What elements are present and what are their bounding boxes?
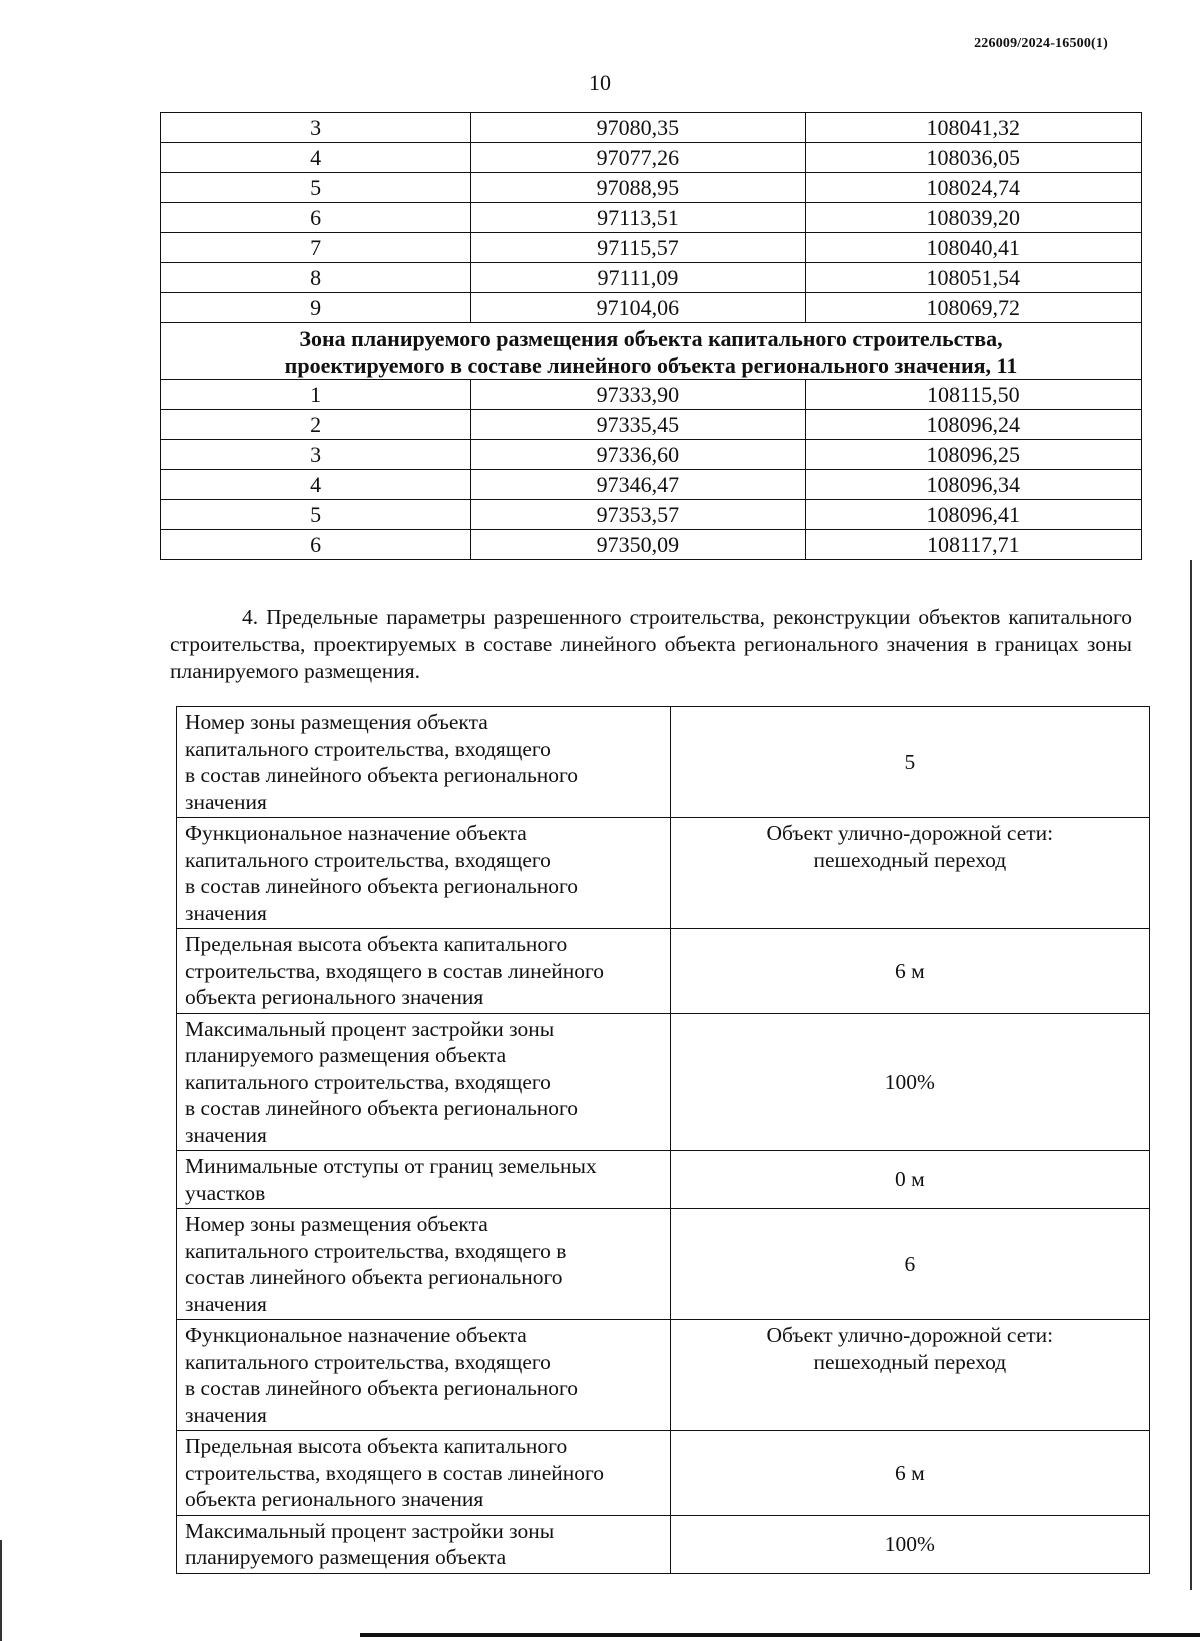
parameter-label-line: объекта регионального значения <box>185 985 484 1009</box>
parameter-label-line: планируемого размещения объекта <box>185 1545 507 1569</box>
x-coordinate-cell: 97335,45 <box>471 410 805 440</box>
x-coordinate-cell: 97111,09 <box>471 263 805 293</box>
x-coordinate-cell: 97104,06 <box>471 293 805 323</box>
parameter-value-line: Объект улично-дорожной сети: <box>766 821 1054 845</box>
parameter-row <box>177 1431 1150 1516</box>
page-number: 10 <box>589 70 611 95</box>
coordinate-row <box>161 143 1142 173</box>
x-coordinate-cell: 97346,47 <box>471 470 805 500</box>
parameter-label-cell <box>177 1013 671 1151</box>
point-number-cell: 6 <box>161 530 471 560</box>
point-number-cell: 2 <box>161 410 471 440</box>
coordinates-rows-top <box>161 113 1142 323</box>
parameter-label-line: планируемого размещения объекта <box>185 1043 507 1067</box>
parameter-label-cell <box>177 1209 671 1320</box>
section-4-paragraph <box>170 604 1132 685</box>
x-coordinate-cell: 97113,51 <box>471 203 805 233</box>
coordinate-row <box>161 293 1142 323</box>
zone-title-section <box>161 323 1142 380</box>
paragraph-text: 4. Предельные параметры разрешенного строительства, реконструкции объектов капитального строительства, проектируемых в составе линейного объекта регионального значения в границах зоны планируемого размещения. <box>170 605 1132 683</box>
parameter-label-line: Максимальный процент застройки зоны <box>185 1518 555 1543</box>
point-number-cell: 3 <box>161 440 471 470</box>
document-registration-number: 226009/2024-16500(1) <box>974 36 1108 51</box>
parameter-label-cell <box>177 1320 671 1431</box>
coordinate-row <box>161 530 1142 560</box>
coordinate-row <box>161 500 1142 530</box>
parameter-label-line: в состав линейного объекта регионального <box>185 1096 579 1120</box>
scan-border-right <box>1190 560 1192 1590</box>
parameter-label-cell <box>177 929 671 1014</box>
parameter-row <box>177 929 1150 1014</box>
x-coordinate-cell: 97115,57 <box>471 233 805 263</box>
parameter-label-line: значения <box>185 1291 267 1316</box>
parameter-value-cell <box>670 1431 1149 1516</box>
parameter-value-line: 100% <box>884 1531 935 1556</box>
scan-border-left <box>0 1540 2 1641</box>
y-coordinate-cell: 108039,20 <box>805 203 1141 233</box>
parameter-value-line: 6 м <box>894 1460 925 1485</box>
parameter-value-line: 0 м <box>894 1167 925 1192</box>
parameter-label-line: Максимальный процент застройки зоны <box>185 1016 555 1041</box>
parameter-row <box>177 707 1150 818</box>
coordinate-row <box>161 440 1142 470</box>
y-coordinate-cell: 108051,54 <box>805 263 1141 293</box>
parameter-label-line: капитального строительства, входящего в <box>185 1238 567 1263</box>
parameter-label-line: Минимальные отступы от границ земельных <box>185 1154 597 1178</box>
parameter-row <box>177 1515 1150 1573</box>
parameter-label-line: строительства, входящего в состав линейного <box>185 1460 605 1485</box>
parameter-value-cell <box>670 1151 1149 1209</box>
y-coordinate-cell: 108040,41 <box>805 233 1141 263</box>
coordinate-row <box>161 380 1142 410</box>
point-number-cell: 7 <box>161 233 471 263</box>
parameter-label-line: Предельная высота объекта капитального <box>185 1434 568 1458</box>
parameter-value-line: 6 м <box>894 958 925 983</box>
parameter-label-line: в состав линейного объекта регионального <box>185 1376 579 1400</box>
parameter-label-line: участков <box>185 1180 266 1205</box>
parameter-value-line: 6 <box>904 1251 916 1276</box>
parameter-label-line: состав линейного объекта регионального <box>185 1265 563 1289</box>
parameter-row <box>177 1151 1150 1209</box>
x-coordinate-cell: 97353,57 <box>471 500 805 530</box>
parameter-label-line: Номер зоны размещения объекта <box>185 710 488 734</box>
point-number-cell: 8 <box>161 263 471 293</box>
parameter-value-cell <box>670 707 1149 818</box>
coordinate-row <box>161 470 1142 500</box>
parameter-label-line: Номер зоны размещения объекта <box>185 1212 488 1236</box>
y-coordinate-cell: 108069,72 <box>805 293 1141 323</box>
parameter-label-line: значения <box>185 789 267 814</box>
parameter-label-line: в состав линейного объекта регионального <box>185 874 579 898</box>
parameters-rows <box>177 707 1150 1574</box>
x-coordinate-cell: 97350,09 <box>471 530 805 560</box>
parameter-label-line: значения <box>185 900 267 925</box>
y-coordinate-cell: 108096,41 <box>805 500 1141 530</box>
x-coordinate-cell: 97088,95 <box>471 173 805 203</box>
parameter-label-line: строительства, входящего в состав линейного <box>185 958 605 983</box>
y-coordinate-cell: 108024,74 <box>805 173 1141 203</box>
point-number-cell: 1 <box>161 380 471 410</box>
parameter-value-cell <box>670 929 1149 1014</box>
parameter-label-line: Предельная высота объекта капитального <box>185 932 568 956</box>
coordinate-row <box>161 233 1142 263</box>
parameter-value-cell <box>670 1515 1149 1573</box>
point-number-cell: 3 <box>161 113 471 143</box>
y-coordinate-cell: 108115,50 <box>805 380 1141 410</box>
coordinates-rows-bottom <box>161 380 1142 560</box>
y-coordinate-cell: 108041,32 <box>805 113 1141 143</box>
point-number-cell: 4 <box>161 143 471 173</box>
zone-title-cell <box>161 323 1142 380</box>
parameter-label-line: объекта регионального значения <box>185 1487 484 1511</box>
scan-border-bottom <box>360 1633 1200 1637</box>
parameter-value-cell <box>670 1013 1149 1151</box>
point-number-cell: 4 <box>161 470 471 500</box>
coordinate-row <box>161 203 1142 233</box>
parameter-label-line: Функциональное назначение объекта <box>185 821 527 845</box>
x-coordinate-cell: 97336,60 <box>471 440 805 470</box>
zone-title-line-2: проектируемого в составе линейного объекта регионального значения, 11 <box>284 353 1018 378</box>
parameter-value-line: пешеходный переход <box>813 1349 1007 1374</box>
parameter-label-line: капитального строительства, входящего <box>185 1349 551 1374</box>
parameter-value-cell <box>670 818 1149 929</box>
coordinate-row <box>161 410 1142 440</box>
parameter-value-cell <box>670 1209 1149 1320</box>
y-coordinate-cell: 108096,25 <box>805 440 1141 470</box>
x-coordinate-cell: 97077,26 <box>471 143 805 173</box>
parameter-label-cell <box>177 1515 671 1573</box>
parameter-label-cell <box>177 1431 671 1516</box>
point-number-cell: 9 <box>161 293 471 323</box>
parameter-row <box>177 1209 1150 1320</box>
y-coordinate-cell: 108117,71 <box>805 530 1141 560</box>
y-coordinate-cell: 108096,34 <box>805 470 1141 500</box>
parameter-label-cell <box>177 707 671 818</box>
parameters-table <box>176 706 1150 1574</box>
zone-title-line-1: Зона планируемого размещения объекта капитального строительства, <box>299 326 1003 351</box>
parameter-value-cell <box>670 1320 1149 1431</box>
zone-title-row <box>161 323 1142 380</box>
parameter-label-line: значения <box>185 1122 267 1147</box>
point-number-cell: 5 <box>161 173 471 203</box>
x-coordinate-cell: 97333,90 <box>471 380 805 410</box>
x-coordinate-cell: 97080,35 <box>471 113 805 143</box>
parameter-row <box>177 1013 1150 1151</box>
parameter-row <box>177 818 1150 929</box>
parameter-label-line: значения <box>185 1402 267 1427</box>
parameter-value-line: Объект улично-дорожной сети: <box>766 1323 1054 1347</box>
coordinates-table <box>160 112 1142 560</box>
coordinate-row <box>161 263 1142 293</box>
parameter-value-line: 5 <box>904 749 916 774</box>
parameter-label-line: капитального строительства, входящего <box>185 1069 551 1094</box>
parameter-value-line: пешеходный переход <box>813 847 1007 872</box>
coordinate-row <box>161 113 1142 143</box>
parameter-label-cell <box>177 818 671 929</box>
point-number-cell: 5 <box>161 500 471 530</box>
parameter-label-cell <box>177 1151 671 1209</box>
point-number-cell: 6 <box>161 203 471 233</box>
parameter-label-line: в состав линейного объекта регионального <box>185 763 579 787</box>
y-coordinate-cell: 108036,05 <box>805 143 1141 173</box>
parameter-label-line: Функциональное назначение объекта <box>185 1323 527 1347</box>
parameter-label-line: капитального строительства, входящего <box>185 847 551 872</box>
parameter-label-line: капитального строительства, входящего <box>185 736 551 761</box>
y-coordinate-cell: 108096,24 <box>805 410 1141 440</box>
parameter-row <box>177 1320 1150 1431</box>
coordinate-row <box>161 173 1142 203</box>
parameter-value-line: 100% <box>884 1069 935 1094</box>
